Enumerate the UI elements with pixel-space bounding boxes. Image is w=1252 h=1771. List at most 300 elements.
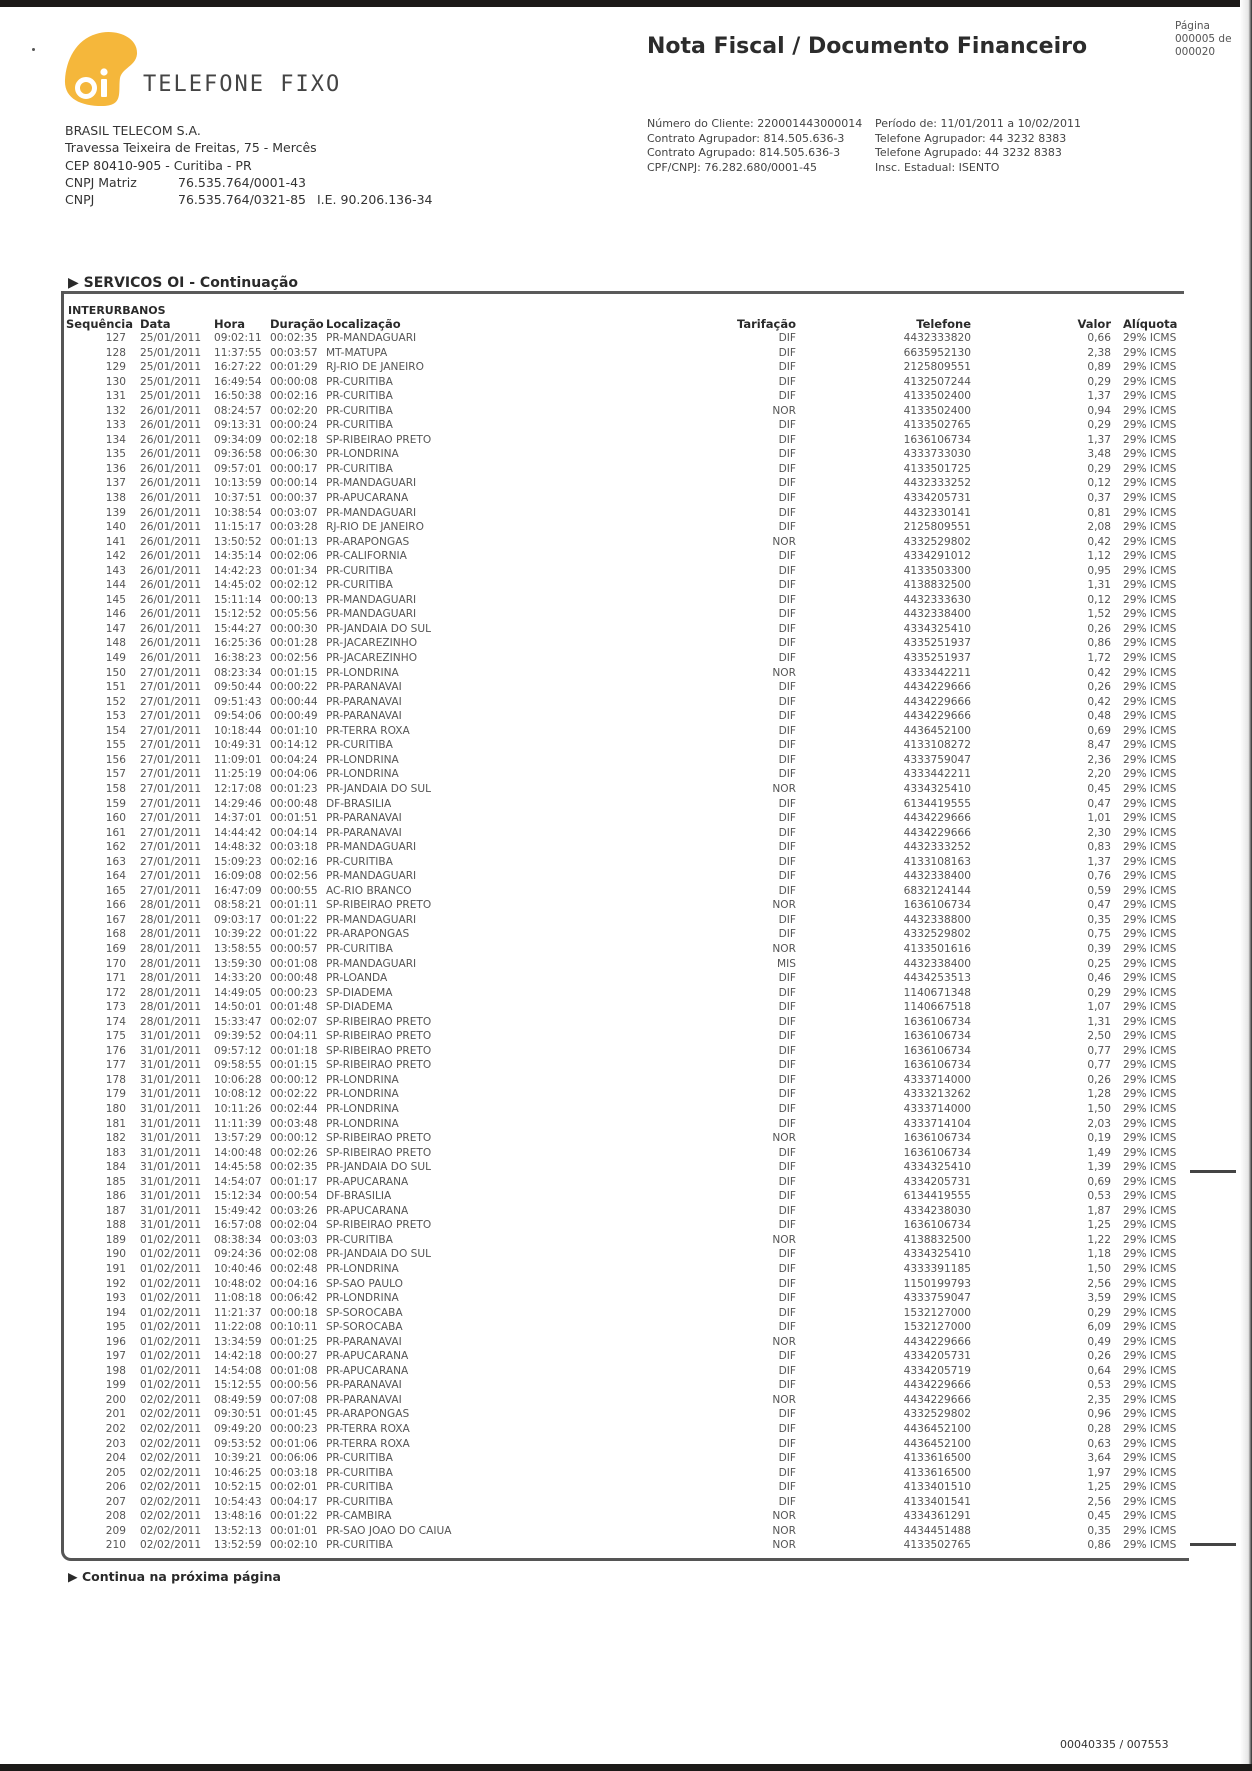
cell-duracao: 00:00:18 xyxy=(270,1306,318,1319)
cell-telefone: 4434451488 xyxy=(903,1524,971,1537)
cell-duracao: 00:01:45 xyxy=(270,1408,318,1421)
cell-data: 27/01/2011 xyxy=(140,797,202,810)
cell-sequencia: 203 xyxy=(105,1437,126,1450)
cell-hora: 16:38:23 xyxy=(214,652,262,665)
cell-data: 01/02/2011 xyxy=(140,1277,202,1290)
table-row xyxy=(66,389,1208,404)
cell-hora: 15:12:52 xyxy=(214,608,262,621)
cell-localizacao: PR-MANDAGUARI xyxy=(326,608,417,621)
cell-localizacao: PR-CURITIBA xyxy=(326,855,393,868)
cell-data: 02/02/2011 xyxy=(140,1393,202,1406)
cell-valor: 1,50 xyxy=(1087,1102,1111,1115)
cell-tarifacao: DIF xyxy=(778,681,796,694)
cell-localizacao: PR-CURITIBA xyxy=(326,1539,393,1552)
document-code: 00040335 / 007553 xyxy=(1060,1738,1169,1751)
cell-tarifacao: DIF xyxy=(778,724,796,737)
cell-localizacao: SP-RIBEIRAO PRETO xyxy=(326,1132,432,1145)
cell-localizacao: SP-SOROCABA xyxy=(326,1321,403,1334)
cell-tarifacao: NOR xyxy=(772,1335,796,1348)
cell-telefone: 4333391185 xyxy=(903,1263,971,1275)
cell-telefone: 4133616500 xyxy=(903,1466,971,1479)
cell-sequencia: 166 xyxy=(105,899,126,912)
cell-sequencia: 164 xyxy=(105,870,126,883)
cell-aliquota: 29% ICMS xyxy=(1123,1306,1177,1319)
client-info xyxy=(647,117,1082,175)
cell-tarifacao: DIF xyxy=(778,1059,796,1072)
cell-valor: 0,26 xyxy=(1087,681,1111,694)
cell-data: 28/01/2011 xyxy=(140,972,202,985)
cell-aliquota: 29% ICMS xyxy=(1123,1044,1177,1057)
cell-data: 26/01/2011 xyxy=(140,593,202,606)
cell-aliquota: 29% ICMS xyxy=(1123,477,1177,490)
cell-sequencia: 150 xyxy=(105,666,126,679)
cell-sequencia: 163 xyxy=(105,855,126,868)
cell-hora: 11:08:18 xyxy=(214,1292,262,1305)
cell-sequencia: 191 xyxy=(105,1263,126,1275)
cell-data: 25/01/2011 xyxy=(140,361,202,374)
cell-tarifacao: DIF xyxy=(778,797,796,810)
table-row xyxy=(66,1509,1208,1524)
cell-hora: 14:29:46 xyxy=(214,797,262,810)
cell-data: 27/01/2011 xyxy=(140,666,202,679)
cell-sequencia: 210 xyxy=(105,1539,126,1552)
cell-sequencia: 149 xyxy=(105,652,126,665)
company-name: BRASIL TELECOM S.A. xyxy=(65,123,201,138)
cell-data: 28/01/2011 xyxy=(140,913,202,926)
table-row xyxy=(66,724,1208,739)
cell-tarifacao: DIF xyxy=(778,928,796,941)
cell-valor: 0,19 xyxy=(1087,1132,1111,1145)
telefone-agrupador: Telefone Agrupador: 44 3232 8383 xyxy=(875,131,1067,145)
cell-duracao: 00:06:06 xyxy=(270,1452,318,1465)
cell-hora: 14:44:42 xyxy=(214,826,262,839)
cell-aliquota: 29% ICMS xyxy=(1123,1495,1177,1508)
cell-localizacao: PR-CURITIBA xyxy=(326,390,393,403)
cell-telefone: 4333442211 xyxy=(903,666,971,679)
cell-tarifacao: DIF xyxy=(778,1379,796,1392)
cell-aliquota: 29% ICMS xyxy=(1123,506,1177,519)
cell-tarifacao: DIF xyxy=(778,1321,796,1334)
cell-duracao: 00:02:01 xyxy=(270,1481,318,1494)
table-row xyxy=(66,869,1208,884)
cell-localizacao: DF-BRASILIA xyxy=(326,1190,392,1203)
cell-duracao: 00:04:16 xyxy=(270,1277,318,1290)
cell-localizacao: PR-LONDRINA xyxy=(326,768,399,781)
cell-valor: 2,20 xyxy=(1087,768,1111,781)
cell-aliquota: 29% ICMS xyxy=(1123,1161,1177,1174)
cell-sequencia: 193 xyxy=(105,1292,126,1305)
cell-localizacao: PR-CURITIBA xyxy=(326,375,393,388)
cell-duracao: 00:00:12 xyxy=(270,1073,318,1086)
cell-aliquota: 29% ICMS xyxy=(1123,1423,1177,1436)
cell-aliquota: 29% ICMS xyxy=(1123,1408,1177,1421)
cell-tarifacao: DIF xyxy=(778,477,796,490)
table-row xyxy=(66,811,1208,826)
cell-hora: 09:30:51 xyxy=(214,1408,262,1421)
cell-localizacao: PR-ARAPONGAS xyxy=(326,535,410,548)
cell-data: 27/01/2011 xyxy=(140,768,202,781)
cell-duracao: 00:00:48 xyxy=(270,797,318,810)
cell-telefone: 4334361291 xyxy=(903,1510,971,1523)
cell-aliquota: 29% ICMS xyxy=(1123,637,1177,650)
cell-localizacao: PR-MANDAGUARI xyxy=(326,870,417,883)
cell-sequencia: 145 xyxy=(105,593,126,606)
cell-telefone: 4133501725 xyxy=(903,462,971,475)
cell-telefone: 4133502765 xyxy=(903,419,971,432)
cell-data: 26/01/2011 xyxy=(140,535,202,548)
cell-tarifacao: DIF xyxy=(778,695,796,708)
cell-localizacao: SP-RIBEIRAO PRETO xyxy=(326,1059,432,1072)
cell-valor: 0,46 xyxy=(1087,972,1111,985)
cell-aliquota: 29% ICMS xyxy=(1123,1510,1177,1523)
cell-data: 26/01/2011 xyxy=(140,433,202,446)
cell-sequencia: 170 xyxy=(105,957,126,970)
cell-sequencia: 153 xyxy=(105,710,126,723)
cell-tarifacao: DIF xyxy=(778,1306,796,1319)
cell-localizacao: PR-CURITIBA xyxy=(326,462,393,475)
table-row xyxy=(66,491,1208,506)
cell-sequencia: 148 xyxy=(105,637,126,650)
cell-localizacao: PR-PARANAVAI xyxy=(326,812,402,825)
cell-localizacao: PR-CURITIBA xyxy=(326,579,393,592)
cell-aliquota: 29% ICMS xyxy=(1123,579,1177,592)
table-row xyxy=(66,331,1208,346)
col-tarifacao: Tarifação xyxy=(737,317,796,331)
cell-tarifacao: DIF xyxy=(778,913,796,926)
cell-duracao: 00:02:06 xyxy=(270,550,318,563)
cell-hora: 10:08:12 xyxy=(214,1088,262,1101)
cell-aliquota: 29% ICMS xyxy=(1123,942,1177,955)
cell-hora: 14:42:23 xyxy=(214,564,262,577)
cell-telefone: 4133108163 xyxy=(903,855,971,868)
cell-aliquota: 29% ICMS xyxy=(1123,1452,1177,1465)
cell-hora: 09:03:17 xyxy=(214,913,262,926)
cell-telefone: 4133501616 xyxy=(903,942,971,955)
cell-data: 02/02/2011 xyxy=(140,1495,202,1508)
table-row xyxy=(66,1160,1208,1175)
cell-valor: 0,26 xyxy=(1087,1350,1111,1363)
cell-data: 31/01/2011 xyxy=(140,1204,202,1217)
cell-valor: 1,07 xyxy=(1087,1001,1111,1014)
cell-valor: 0,29 xyxy=(1087,462,1111,475)
cell-duracao: 00:00:37 xyxy=(270,492,318,505)
cell-data: 26/01/2011 xyxy=(140,652,202,665)
cell-hora: 13:34:59 xyxy=(214,1335,262,1348)
cell-telefone: 4436452100 xyxy=(903,1423,971,1436)
cell-hora: 10:48:02 xyxy=(214,1277,262,1290)
cell-valor: 0,26 xyxy=(1087,1073,1111,1086)
cell-tarifacao: DIF xyxy=(778,884,796,897)
cell-aliquota: 29% ICMS xyxy=(1123,1364,1177,1377)
cell-sequencia: 147 xyxy=(105,622,126,635)
cell-telefone: 4334325410 xyxy=(903,782,971,795)
cell-data: 01/02/2011 xyxy=(140,1248,202,1261)
cell-tarifacao: DIF xyxy=(778,448,796,461)
table-header-row xyxy=(66,317,1208,331)
cell-aliquota: 29% ICMS xyxy=(1123,448,1177,461)
table-row xyxy=(66,564,1208,579)
cell-valor: 1,39 xyxy=(1087,1161,1111,1174)
cell-hora: 16:27:22 xyxy=(214,361,262,374)
cell-tarifacao: DIF xyxy=(778,1204,796,1217)
cell-valor: 0,86 xyxy=(1087,637,1111,650)
cell-telefone: 1636106734 xyxy=(903,1219,971,1232)
cell-sequencia: 207 xyxy=(105,1495,126,1508)
cell-duracao: 00:00:44 xyxy=(270,695,318,708)
cell-localizacao: PR-CURITIBA xyxy=(326,1452,393,1465)
cell-data: 26/01/2011 xyxy=(140,622,202,635)
cell-duracao: 00:04:17 xyxy=(270,1495,318,1508)
table-row xyxy=(66,1233,1208,1248)
cell-tarifacao: DIF xyxy=(778,986,796,999)
cell-tarifacao: DIF xyxy=(778,652,796,665)
cell-telefone: 4432333252 xyxy=(903,477,971,490)
cell-valor: 1,31 xyxy=(1087,579,1111,592)
cell-duracao: 00:01:10 xyxy=(270,724,318,737)
cell-valor: 1,97 xyxy=(1087,1466,1111,1479)
table-row xyxy=(66,1320,1208,1335)
scan-bottom-border xyxy=(0,1764,1252,1771)
cell-data: 26/01/2011 xyxy=(140,506,202,519)
cell-localizacao: PR-PARANAVAI xyxy=(326,695,402,708)
cell-duracao: 00:01:06 xyxy=(270,1437,318,1450)
cell-valor: 0,35 xyxy=(1087,913,1111,926)
cell-data: 27/01/2011 xyxy=(140,695,202,708)
page-indicator xyxy=(1175,20,1232,59)
cell-hora: 14:54:07 xyxy=(214,1175,262,1188)
table-row xyxy=(66,520,1208,535)
table-row xyxy=(66,666,1208,681)
cell-duracao: 00:00:12 xyxy=(270,1132,318,1145)
cell-duracao: 00:10:11 xyxy=(270,1321,318,1334)
cell-sequencia: 160 xyxy=(105,812,126,825)
cell-aliquota: 29% ICMS xyxy=(1123,739,1177,752)
cnpj-value: 76.535.764/0321-85 xyxy=(178,192,307,208)
cell-hora: 09:49:20 xyxy=(214,1423,262,1436)
cell-data: 26/01/2011 xyxy=(140,550,202,563)
page-label: Página xyxy=(1175,20,1210,32)
cell-sequencia: 201 xyxy=(105,1408,126,1421)
cell-sequencia: 178 xyxy=(105,1073,126,1086)
scan-top-border xyxy=(0,0,1252,7)
cnpj-matriz-label: CNPJ Matriz xyxy=(65,174,137,190)
cell-aliquota: 29% ICMS xyxy=(1123,1292,1177,1305)
table-row xyxy=(66,476,1208,491)
cell-sequencia: 151 xyxy=(105,681,126,694)
cell-localizacao: MT-MATUPA xyxy=(326,346,388,359)
cell-valor: 0,29 xyxy=(1087,419,1111,432)
table-row xyxy=(66,753,1208,768)
cell-hora: 13:52:13 xyxy=(214,1524,262,1537)
cell-valor: 0,69 xyxy=(1087,1175,1111,1188)
cell-sequencia: 154 xyxy=(105,724,126,737)
cell-valor: 0,47 xyxy=(1087,797,1111,810)
table-row xyxy=(66,1306,1208,1321)
cell-hora: 16:25:36 xyxy=(214,637,262,650)
cell-valor: 1,22 xyxy=(1087,1233,1111,1246)
cell-sequencia: 173 xyxy=(105,1001,126,1014)
cell-sequencia: 162 xyxy=(105,841,126,854)
cell-duracao: 00:01:34 xyxy=(270,564,318,577)
cell-duracao: 00:02:35 xyxy=(270,1161,318,1174)
cell-localizacao: PR-JACAREZINHO xyxy=(326,637,418,650)
cell-hora: 14:45:58 xyxy=(214,1161,262,1174)
cell-tarifacao: NOR xyxy=(772,666,796,679)
cell-aliquota: 29% ICMS xyxy=(1123,652,1177,665)
cell-telefone: 4138832500 xyxy=(903,579,971,592)
table-row xyxy=(66,462,1208,477)
cell-localizacao: SP-RIBEIRAO PRETO xyxy=(326,1044,432,1057)
company-address-line2: CEP 80410-905 - Curitiba - PR xyxy=(65,157,252,173)
cell-localizacao: PR-LONDRINA xyxy=(326,448,399,461)
cell-hora: 10:37:51 xyxy=(214,492,262,505)
insc-estadual: Insc. Estadual: ISENTO xyxy=(875,160,1000,174)
cell-localizacao: PR-LONDRINA xyxy=(326,1263,399,1275)
cell-localizacao: PR-CALIFORNIA xyxy=(326,550,407,563)
cell-valor: 1,12 xyxy=(1087,550,1111,563)
cell-valor: 1,87 xyxy=(1087,1204,1111,1217)
company-address-line1: Travessa Teixeira de Freitas, 75 - Mercês xyxy=(65,140,317,156)
cell-localizacao: PR-CAMBIRA xyxy=(326,1510,392,1523)
cell-tarifacao: DIF xyxy=(778,361,796,374)
cell-hora: 14:49:05 xyxy=(214,986,262,999)
cell-aliquota: 29% ICMS xyxy=(1123,724,1177,737)
cell-duracao: 00:06:30 xyxy=(270,448,318,461)
cell-localizacao: PR-CURITIBA xyxy=(326,739,393,752)
cell-aliquota: 29% ICMS xyxy=(1123,346,1177,359)
cell-duracao: 00:01:17 xyxy=(270,1175,318,1188)
cell-hora: 10:38:54 xyxy=(214,506,262,519)
table-row xyxy=(66,1189,1208,1204)
cell-hora: 15:49:42 xyxy=(214,1204,262,1217)
cell-telefone: 4133616500 xyxy=(903,1452,971,1465)
cell-tarifacao: DIF xyxy=(778,1248,796,1261)
cell-aliquota: 29% ICMS xyxy=(1123,1481,1177,1494)
cell-tarifacao: DIF xyxy=(778,332,796,344)
cell-valor: 0,48 xyxy=(1087,710,1111,723)
cell-valor: 1,72 xyxy=(1087,652,1111,665)
cell-localizacao: SP-RIBEIRAO PRETO xyxy=(326,433,432,446)
cell-valor: 1,52 xyxy=(1087,608,1111,621)
cell-hora: 13:48:16 xyxy=(214,1510,262,1523)
table-row xyxy=(66,1029,1208,1044)
table-row xyxy=(66,578,1208,593)
cell-localizacao: PR-APUCARANA xyxy=(326,1350,409,1363)
cell-hora: 08:49:59 xyxy=(214,1393,262,1406)
cell-valor: 0,42 xyxy=(1087,666,1111,679)
cell-duracao: 00:01:08 xyxy=(270,1364,318,1377)
cell-sequencia: 185 xyxy=(105,1175,126,1188)
cell-hora: 14:33:20 xyxy=(214,972,262,985)
col-valor: Valor xyxy=(1077,317,1111,331)
cell-tarifacao: NOR xyxy=(772,1539,796,1552)
cell-data: 31/01/2011 xyxy=(140,1132,202,1145)
cell-telefone: 4432338800 xyxy=(903,913,971,926)
cell-aliquota: 29% ICMS xyxy=(1123,1175,1177,1188)
cell-sequencia: 135 xyxy=(105,448,126,461)
cell-hora: 14:35:14 xyxy=(214,550,262,563)
cell-hora: 11:15:17 xyxy=(214,521,262,534)
cell-tarifacao: DIF xyxy=(778,1495,796,1508)
cell-telefone: 4133401541 xyxy=(903,1495,971,1508)
cell-duracao: 00:02:12 xyxy=(270,579,318,592)
table-row xyxy=(66,1058,1208,1073)
cell-valor: 0,53 xyxy=(1087,1379,1111,1392)
cell-data: 02/02/2011 xyxy=(140,1437,202,1450)
cell-aliquota: 29% ICMS xyxy=(1123,1233,1177,1246)
cell-telefone: 4432333252 xyxy=(903,841,971,854)
cell-duracao: 00:01:22 xyxy=(270,928,318,941)
cell-valor: 0,53 xyxy=(1087,1190,1111,1203)
cell-sequencia: 187 xyxy=(105,1204,126,1217)
cpf-cnpj: CPF/CNPJ: 76.282.680/0001-45 xyxy=(647,160,817,174)
cell-aliquota: 29% ICMS xyxy=(1123,404,1177,417)
cell-aliquota: 29% ICMS xyxy=(1123,855,1177,868)
cell-duracao: 00:00:30 xyxy=(270,622,318,635)
cell-sequencia: 168 xyxy=(105,928,126,941)
cell-duracao: 00:06:42 xyxy=(270,1292,318,1305)
cell-hora: 09:57:01 xyxy=(214,462,262,475)
cell-valor: 1,49 xyxy=(1087,1146,1111,1159)
cell-data: 31/01/2011 xyxy=(140,1190,202,1203)
table-row xyxy=(66,1102,1208,1117)
cell-aliquota: 29% ICMS xyxy=(1123,550,1177,563)
col-telefone: Telefone xyxy=(916,317,971,331)
cell-tarifacao: DIF xyxy=(778,1073,796,1086)
cell-telefone: 4434229666 xyxy=(903,812,971,825)
cell-hora: 10:46:25 xyxy=(214,1466,262,1479)
cell-hora: 14:48:32 xyxy=(214,841,262,854)
cell-duracao: 00:01:25 xyxy=(270,1335,318,1348)
col-hora: Hora xyxy=(214,317,245,331)
cell-valor: 0,89 xyxy=(1087,361,1111,374)
cell-sequencia: 128 xyxy=(105,346,126,359)
cell-aliquota: 29% ICMS xyxy=(1123,1350,1177,1363)
cell-aliquota: 29% ICMS xyxy=(1123,1524,1177,1537)
cell-sequencia: 190 xyxy=(105,1248,126,1261)
cell-telefone: 4334325410 xyxy=(903,1248,971,1261)
table-row xyxy=(66,1175,1208,1190)
cell-data: 31/01/2011 xyxy=(140,1102,202,1115)
cell-telefone: 4332529802 xyxy=(903,928,971,941)
cell-sequencia: 140 xyxy=(105,521,126,534)
cell-aliquota: 29% ICMS xyxy=(1123,1190,1177,1203)
table-body xyxy=(66,331,1208,1553)
cell-aliquota: 29% ICMS xyxy=(1123,899,1177,912)
cell-telefone: 1636106734 xyxy=(903,1146,971,1159)
cell-valor: 0,64 xyxy=(1087,1364,1111,1377)
cell-tarifacao: DIF xyxy=(778,1044,796,1057)
cell-sequencia: 195 xyxy=(105,1321,126,1334)
table-row xyxy=(66,942,1208,957)
cell-aliquota: 29% ICMS xyxy=(1123,797,1177,810)
cell-valor: 0,59 xyxy=(1087,884,1111,897)
cell-data: 25/01/2011 xyxy=(140,375,202,388)
cell-tarifacao: DIF xyxy=(778,1277,796,1290)
cell-tarifacao: DIF xyxy=(778,1350,796,1363)
cell-tarifacao: DIF xyxy=(778,1161,796,1174)
cell-hora: 09:02:11 xyxy=(214,332,262,344)
cell-localizacao: DF-BRASILIA xyxy=(326,797,392,810)
table-row xyxy=(66,636,1208,651)
table-row xyxy=(66,782,1208,797)
cell-localizacao: PR-MANDAGUARI xyxy=(326,506,417,519)
table-row xyxy=(66,1087,1208,1102)
page-current: 000005 de xyxy=(1175,33,1232,45)
cell-aliquota: 29% ICMS xyxy=(1123,375,1177,388)
table-row xyxy=(66,1538,1208,1553)
table-row xyxy=(66,549,1208,564)
